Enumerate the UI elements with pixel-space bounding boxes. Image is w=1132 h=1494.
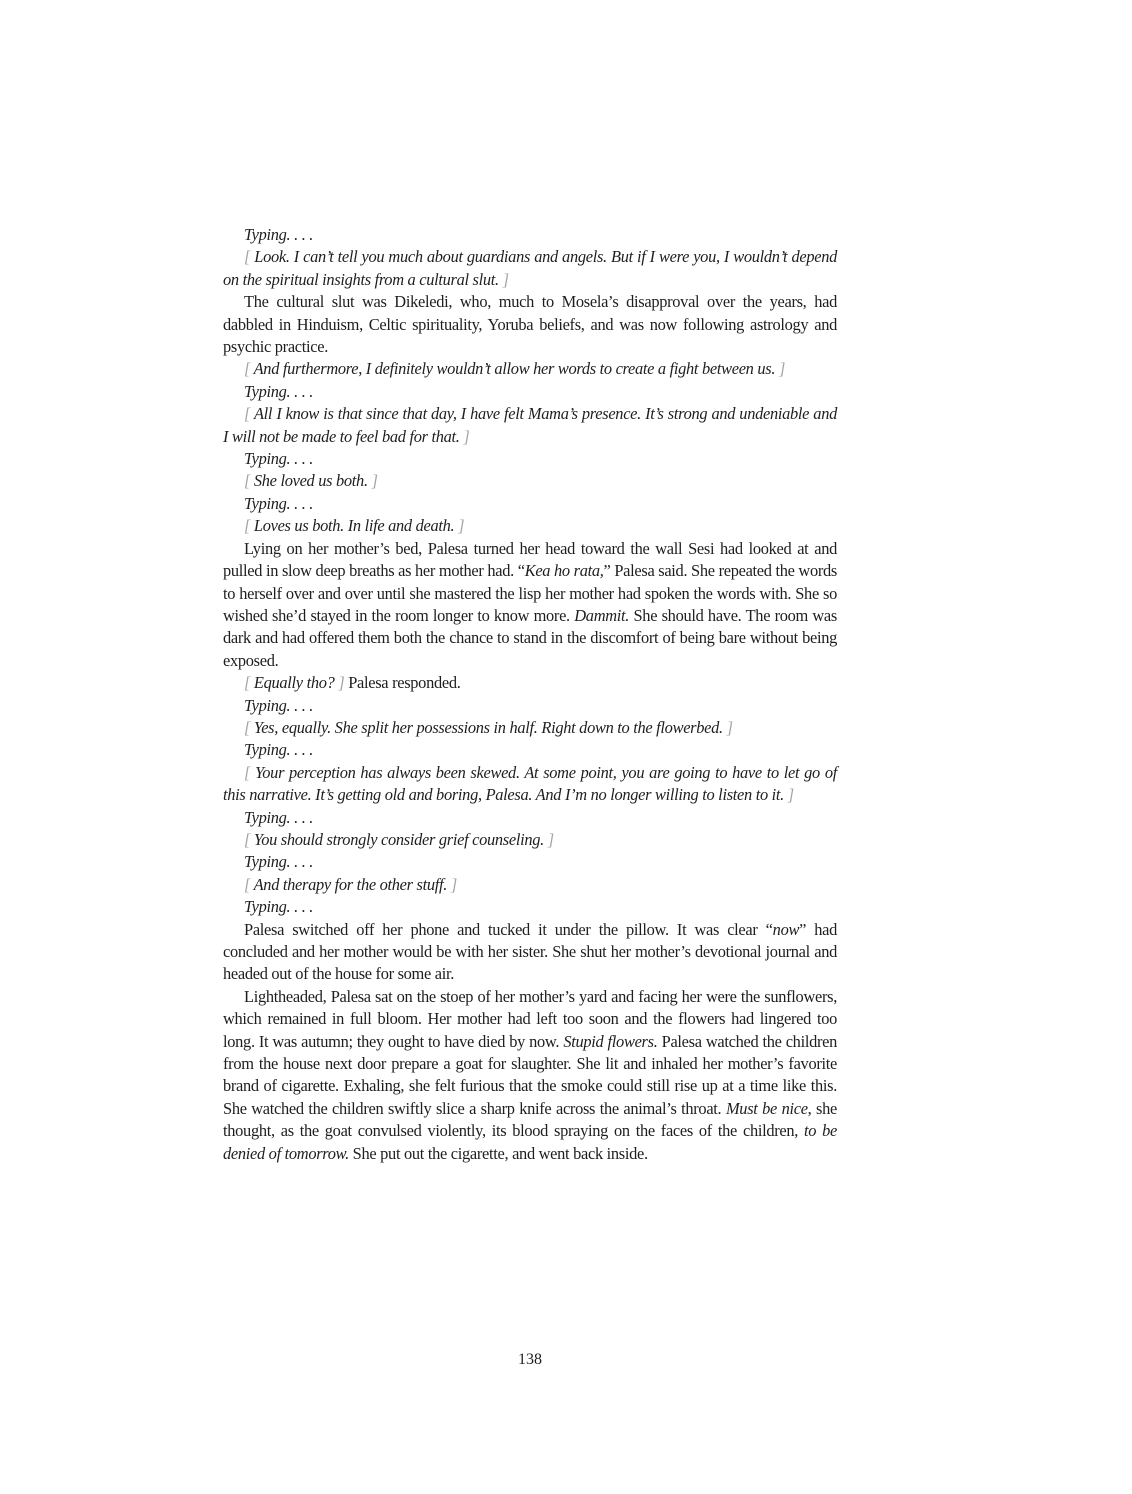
bracket-glyph: [: [244, 874, 254, 894]
bracket-glyph: [: [244, 762, 255, 782]
text-segment: Loves us both. In life and death.: [253, 516, 455, 536]
typing-indicator: [223, 381, 837, 403]
bracket-glyph: ]: [783, 785, 794, 805]
text-segment: She loved us both.: [253, 471, 368, 491]
text-segment: All I know is that since that day, I have felt Mama’s presence. It’s strong and undeniable and I will not be made to feel bad for that.: [223, 404, 837, 446]
text-segment: She should have. The room was dark and had offered them both the chance to stand in the discomfort of being bare without being exposed.: [223, 605, 837, 670]
text-segment: Yes, equally. She split her possessions in half. Right down to the flowerbed.: [253, 717, 723, 737]
chat-message: [223, 672, 837, 694]
text-segment: Typing. . . .: [244, 493, 314, 513]
text-segment: , she thought, as the goat convulsed violently, its blood spraying on the faces of the children,: [223, 1098, 837, 1141]
page-text: [223, 224, 837, 1165]
text-segment: She put out the cigarette, and went back inside.: [348, 1143, 648, 1163]
bracket-glyph: ]: [447, 874, 457, 894]
chat-message: [223, 358, 837, 380]
bracket-glyph: [: [244, 829, 254, 849]
text-segment: Typing. . . .: [244, 225, 314, 244]
text-segment: Typing. . . .: [244, 852, 314, 872]
chat-message: [223, 874, 837, 896]
text-segment: Palesa watched the children from the house next door prepare a goat for slaughter. She lit and inhaled her mother’s favorite brand of cigarette. Exhaling, she felt furious that the smoke could still rise up at a time like this. She watched the children swiftly slice a sharp knife across the animal’s throat.: [223, 1031, 838, 1118]
bracket-glyph: ]: [775, 359, 786, 379]
text-segment: Typing. . . .: [244, 695, 314, 715]
typing-indicator: [223, 807, 837, 829]
narration-paragraph: [223, 538, 837, 672]
text-segment: You should strongly consider grief counseling.: [253, 829, 544, 849]
narration-paragraph: [223, 986, 837, 1165]
text-segment: Typing. . . .: [244, 381, 314, 401]
typing-indicator: [223, 739, 837, 761]
text-segment: Kea ho rata,: [524, 561, 604, 581]
text-segment: Must be nice: [725, 1098, 808, 1118]
text-segment: ” had concluded and her mother would be with her sister. She shut her mother’s devotional journal and headed out of the house for some air.: [223, 919, 837, 984]
typing-indicator: [223, 851, 837, 873]
text-segment: Typing. . . .: [244, 897, 314, 917]
bracket-glyph: ]: [454, 516, 465, 536]
text-segment: ” Palesa said. She repeated the words to herself over and over until she mastered the lisp her mother had spoken the words with. She so wished she’d stayed in the room longer to know more.: [223, 561, 837, 625]
narration-paragraph: [223, 919, 837, 986]
text-segment: Your perception has always been skewed. At some point, you are going to have to let go of this narrative. It’s getting old and boring, Palesa. And I’m no longer willing to listen to it.: [223, 762, 837, 805]
text-segment: Typing. . . .: [244, 449, 314, 469]
text-segment: The cultural slut was Dikeledi, who, much to Mosela’s disapproval over the years, had dabbled in Hinduism, Celtic spirituality, Yoruba beliefs, and was now following astrology and psychic practice.: [223, 292, 837, 357]
bracket-glyph: [: [244, 516, 254, 536]
chat-message: [223, 762, 837, 807]
chat-message: [223, 246, 837, 291]
text-segment: Stupid flowers.: [563, 1031, 658, 1051]
bracket-glyph: ]: [543, 829, 554, 849]
text-segment: Palesa responded.: [348, 673, 461, 693]
text-segment: to be denied of tomorrow.: [223, 1121, 837, 1163]
bracket-glyph: [: [244, 247, 255, 267]
page-number: 138: [518, 1351, 542, 1368]
chat-message: [223, 717, 837, 739]
text-segment: Lightheaded, Palesa sat on the stoep of her mother’s yard and facing her were the sunflowers, which remained in full bloom. Her mother had left too soon and the flowers had lingered too long. It was autumn; they ought to have died by now.: [223, 986, 837, 1051]
bracket-glyph: [: [244, 471, 254, 491]
text-segment: Typing. . . .: [244, 740, 314, 760]
text-segment: Look. I can’t tell you much about guardians and angels. But if I were you, I wouldn’t depend on the spiritual insights from a cultural slut.: [223, 247, 837, 289]
text-segment: Typing. . . .: [244, 807, 314, 827]
typing-indicator: [223, 695, 837, 717]
bracket-glyph: ]: [459, 426, 470, 446]
chat-message: [223, 829, 837, 851]
text-segment: And furthermore, I definitely wouldn’t allow her words to create a fight between us.: [253, 359, 776, 379]
bracket-glyph: ]: [367, 471, 378, 491]
bracket-glyph: [: [244, 359, 254, 379]
text-segment: Dammit.: [574, 605, 630, 625]
text-segment: And therapy for the other stuff.: [253, 874, 448, 894]
text-segment: Palesa switched off her phone and tucked it under the pillow. It was clear “: [244, 919, 773, 939]
bracket-glyph: [: [244, 717, 254, 737]
chat-message: [223, 470, 837, 492]
typing-indicator: [223, 493, 837, 515]
typing-indicator: [223, 896, 837, 918]
chat-message: [223, 403, 837, 448]
bracket-glyph: ]: [722, 717, 733, 737]
typing-indicator: [223, 224, 837, 246]
chat-message: [223, 515, 837, 537]
text-segment: Lying on her mother’s bed, Palesa turned her head toward the wall Sesi had looked at and pulled in slow deep breaths as her mother had. “: [223, 538, 837, 581]
narration-paragraph: [223, 291, 837, 358]
text-segment: now: [772, 919, 800, 939]
text-segment: Equally tho?: [253, 673, 335, 693]
bracket-glyph: ]: [334, 673, 349, 693]
bracket-glyph: [: [244, 404, 254, 424]
typing-indicator: [223, 448, 837, 470]
bracket-glyph: ]: [498, 269, 509, 289]
bracket-glyph: [: [244, 673, 254, 693]
